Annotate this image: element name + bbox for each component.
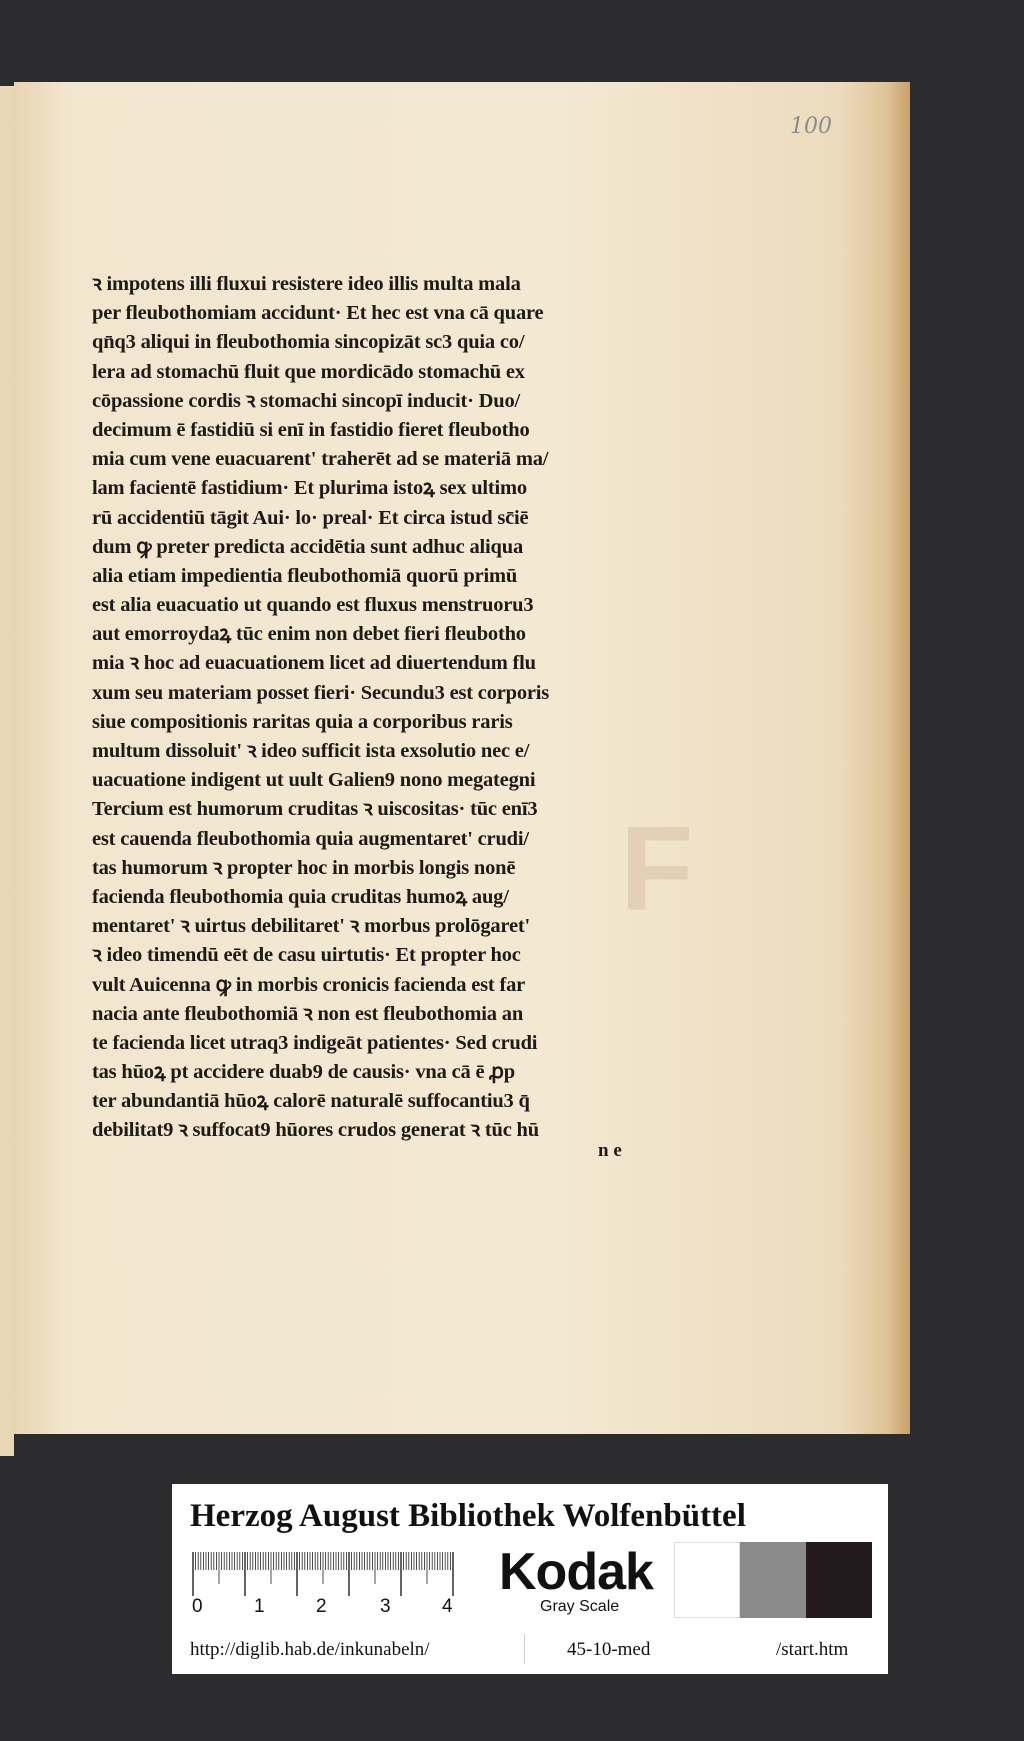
ruler-label: 0 xyxy=(192,1596,203,1617)
black-swatch xyxy=(806,1542,872,1618)
text-line: uacuatione indigent ut uult Galien9 nono megategni xyxy=(92,769,536,792)
text-line: ter abundantiā hūoꝝ calorē naturalē suffocantiu3 q̄ xyxy=(92,1090,530,1113)
text-line: est alia euacuatio ut quando est fluxus menstruoru3 xyxy=(92,594,534,617)
text-line: decimum ē fastidiū si enī in fastidio fieret fleubotho xyxy=(92,418,530,441)
faint-watermark: F xyxy=(620,802,694,936)
text-line: debilitat9 ꝛ suffocat9 hūores crudos generat ꝛ tūc hū xyxy=(92,1119,539,1142)
text-line: vult Auicenna ꝙ in morbis cronicis facienda est far xyxy=(92,973,526,996)
color-target-card xyxy=(172,1484,888,1674)
ruler-label: 3 xyxy=(380,1596,391,1617)
library-title: Herzog August Bibliothek Wolfenbüttel xyxy=(190,1498,746,1534)
incunable-text-block xyxy=(92,270,648,1146)
text-line: lam facientē fastidium· Et plurima istoꝝ sex ultimo xyxy=(92,477,527,500)
text-line: cōpassione cordis ꝛ stomachi sincopī inducit· Duo/ xyxy=(92,389,520,412)
text-line: per fleubothomiam accidunt· Et hec est vna cā quare xyxy=(92,302,544,325)
text-line: dum ꝙ preter predicta accidētia sunt adhuc aliqua xyxy=(92,535,524,558)
text-line: mia ꝛ hoc ad euacuationem licet ad diuertendum flu xyxy=(92,652,536,675)
text-line: multum dissoluit' ꝛ ideo sufficit ista exsolutio nec e/ xyxy=(92,740,530,762)
gray-scale-label: Gray Scale xyxy=(540,1598,620,1615)
text-line: aut emorroydaꝝ tūc enim non debet fieri fleubotho xyxy=(92,623,526,646)
text-line: ꝛ ideo timendū eēt de casu uirtutis· Et propter hoc xyxy=(92,944,521,967)
text-line: Tercium est humorum cruditas ꝛ uiscositas· tūc enī3 xyxy=(92,798,538,821)
text-line: te facienda licet utraq3 indigeāt patientes· Sed crudi xyxy=(92,1031,538,1054)
text-line: nacia ante fleubothomiā ꝛ non est fleubothomia an xyxy=(92,1002,524,1025)
ruler-scale xyxy=(190,1548,490,1600)
text-line: xum seu materiam posset fieri· Secundu3 est corporis xyxy=(92,681,550,704)
text-line: qn̄q3 aliqui in fleubothomia sincopizāt sc3 quia co/ xyxy=(92,331,525,354)
url-base: http://diglib.hab.de/inkunabeln/ xyxy=(190,1639,430,1660)
page-edge-stain xyxy=(888,82,910,1434)
kodak-logo: Kodak xyxy=(499,1543,653,1601)
ruler-label: 2 xyxy=(316,1596,327,1617)
text-line: siue compositionis raritas quia a corporibus raris xyxy=(92,710,513,733)
text-line: mentaret' ꝛ uirtus debilitaret' ꝛ morbus prolōgaret' xyxy=(92,915,530,938)
text-line: mia cum vene euacuarent' traherēt ad se materiā ma/ xyxy=(92,448,549,471)
text-line: alia etiam impedientia fleubothomiā quorū primū xyxy=(92,564,518,587)
url-suffix: /start.htm xyxy=(776,1639,849,1660)
white-swatch xyxy=(674,1542,740,1618)
text-line: tas hūoꝝ pt accidere duab9 de causis· vna cā ē ꝓp xyxy=(92,1061,515,1084)
text-line: tas humorum ꝛ propter hoc in morbis longis nonē xyxy=(92,856,516,879)
adjacent-page-edge xyxy=(0,86,14,1456)
text-line: lera ad stomachū fluit que mordicādo stomachū ex xyxy=(92,360,525,383)
gray-swatch xyxy=(740,1542,806,1618)
ruler-label: 4 xyxy=(442,1596,453,1617)
url-shelfmark: 45-10-med xyxy=(567,1639,651,1660)
text-line: ꝛ impotens illi fluxui resistere ideo illis multa mala xyxy=(92,273,521,295)
text-line: rū accidentiū tāgit Aui· lo· preal· Et circa istud sc̄iē xyxy=(92,506,529,529)
url-footer xyxy=(172,1630,888,1670)
text-line: est cauenda fleubothomia quia augmentaret' crudi/ xyxy=(92,827,529,850)
ruler-labels xyxy=(190,1596,490,1620)
folio-number: 100 xyxy=(790,114,832,139)
text-line: facienda fleubothomia quia cruditas humoꝝ aug/ xyxy=(92,885,509,908)
catchword: n e xyxy=(598,1140,622,1161)
ruler-label: 1 xyxy=(254,1596,265,1617)
footer-divider xyxy=(524,1634,525,1664)
